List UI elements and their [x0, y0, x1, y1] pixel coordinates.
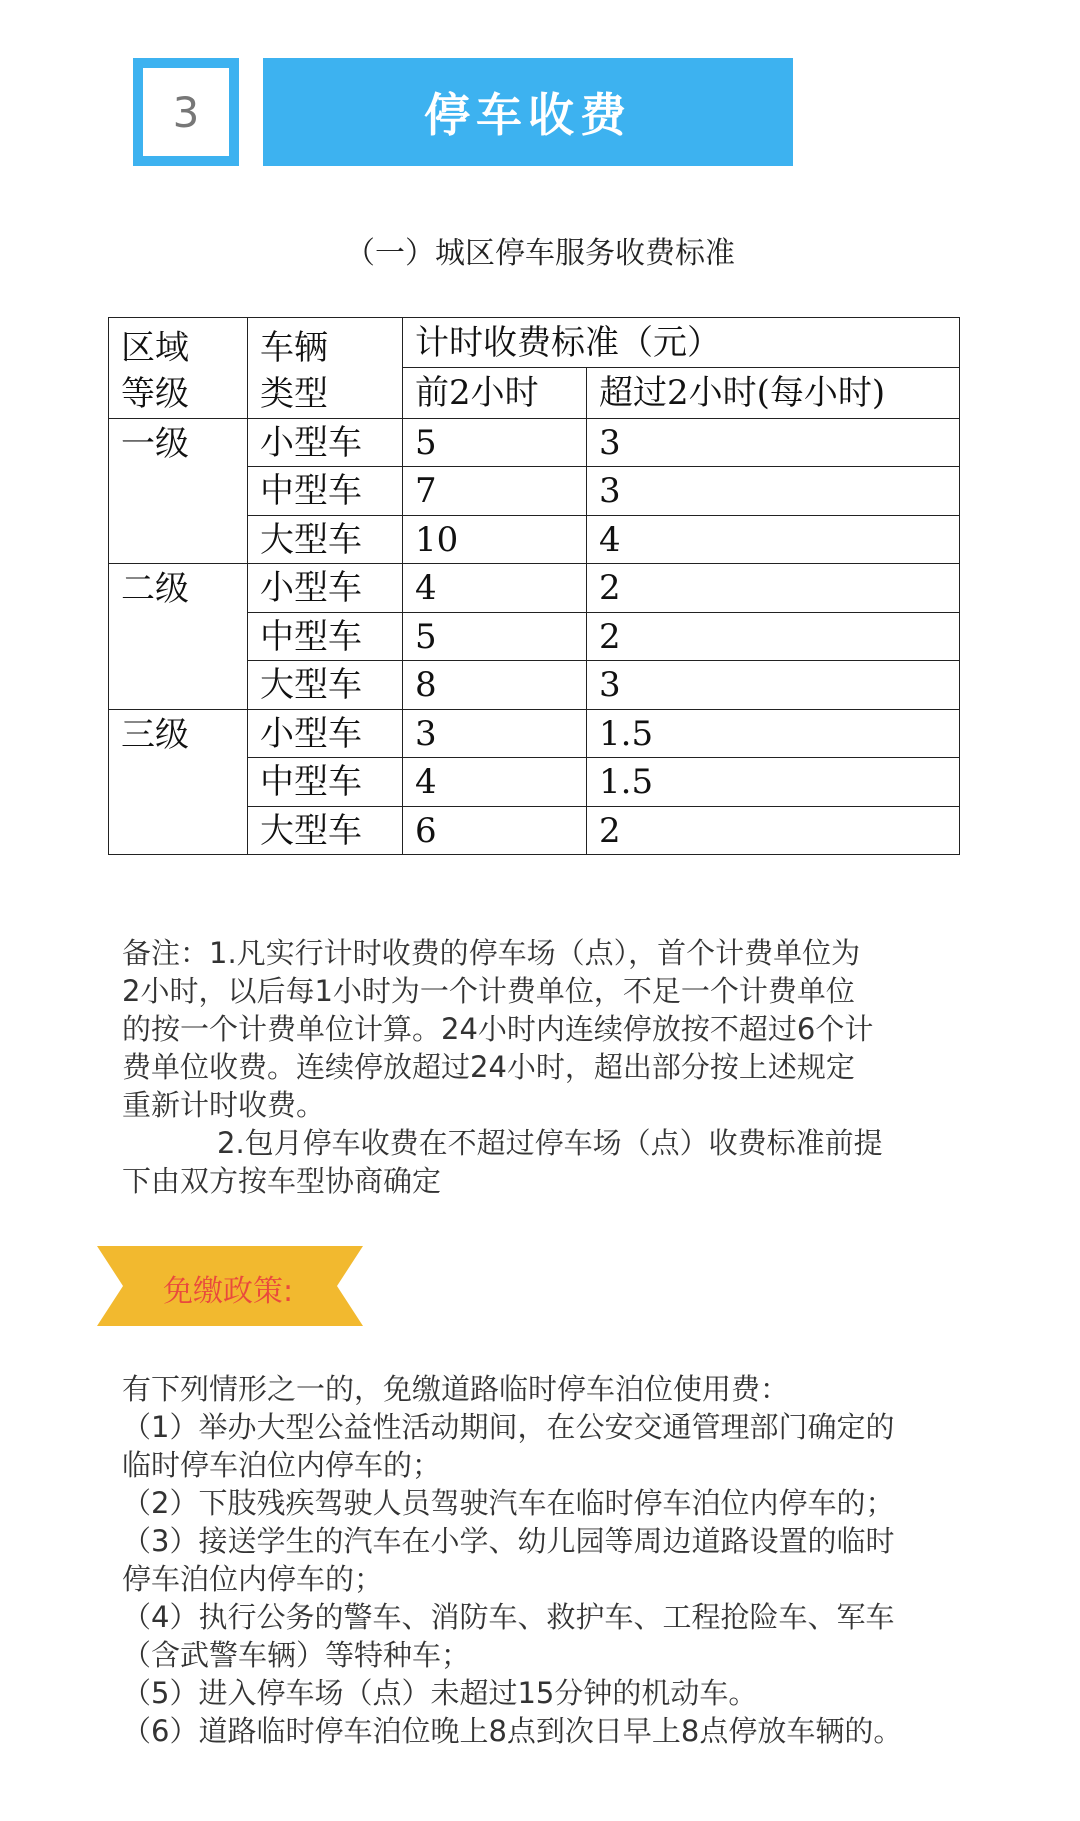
fee-table: [108, 317, 960, 855]
grade-cell: 二级: [109, 564, 248, 710]
vehicle-type-cell: 中型车: [248, 612, 403, 661]
first-2h-cell: 10: [403, 515, 587, 564]
over-2h-cell: 2: [587, 564, 960, 613]
policy-line: （6）道路临时停车泊位晚上8点到次日早上8点停放车辆的。: [122, 1714, 903, 1748]
policy-line: 停车泊位内停车的；: [122, 1562, 384, 1596]
header-vehicle-type: [248, 318, 403, 419]
notes-line: 费单位收费。连续停放超过24小时，超出部分按上述规定: [122, 1050, 855, 1084]
first-2h-cell: 5: [403, 418, 587, 467]
exemption-ribbon: [97, 1246, 363, 1326]
vehicle-type-cell: 小型车: [248, 418, 403, 467]
table-row: [109, 709, 960, 758]
over-2h-cell: 1.5: [587, 758, 960, 807]
notes-section: [122, 934, 982, 1200]
header-vehicle-type-line1: 车辆: [260, 328, 328, 368]
notes-item2-line: 下由双方按车型协商确定: [122, 1164, 442, 1198]
first-2h-cell: 4: [403, 758, 587, 807]
vehicle-type-cell: 中型车: [248, 467, 403, 516]
notes-line: 2小时，以后每1小时为一个计费单位，不足一个计费单位: [122, 974, 855, 1008]
policy-line: （1）举办大型公益性活动期间，在公安交通管理部门确定的: [122, 1410, 895, 1444]
policy-line: （2）下肢残疾驾驶人员驾驶汽车在临时停车泊位内停车的；: [122, 1486, 895, 1520]
first-2h-cell: 7: [403, 467, 587, 516]
over-2h-cell: 4: [587, 515, 960, 564]
ribbon-label: 免缴政策:: [163, 1274, 294, 1309]
exemption-policy: [122, 1370, 1002, 1750]
vehicle-type-cell: 大型车: [248, 515, 403, 564]
section-number: 3: [172, 87, 200, 137]
policy-line: （4）执行公务的警车、消防车、救护车、工程抢险车、军车: [122, 1600, 895, 1634]
header-first-2h: 前2小时: [403, 368, 587, 418]
vehicle-type-cell: 小型车: [248, 709, 403, 758]
notes-line: 备注：1.凡实行计时收费的停车场（点），首个计费单位为: [122, 936, 861, 970]
notes-line: 重新计时收费。: [122, 1088, 326, 1122]
vehicle-type-cell: 大型车: [248, 661, 403, 710]
over-2h-cell: 3: [587, 467, 960, 516]
policy-line: 临时停车泊位内停车的；: [122, 1448, 442, 1482]
first-2h-cell: 8: [403, 661, 587, 710]
section-title-bar: [263, 58, 793, 166]
header-area-grade: [109, 318, 248, 419]
header-area-grade-line2: 等级: [121, 373, 189, 414]
vehicle-type-cell: 中型车: [248, 758, 403, 807]
policy-line: 有下列情形之一的，免缴道路临时停车泊位使用费：: [122, 1372, 790, 1406]
grade-cell: 三级: [109, 709, 248, 855]
grade-cell: 一级: [109, 418, 248, 564]
over-2h-cell: 2: [587, 806, 960, 855]
over-2h-cell: 3: [587, 661, 960, 710]
section-number-box: [133, 58, 239, 166]
vehicle-type-cell: 大型车: [248, 806, 403, 855]
table-row: [109, 418, 960, 467]
over-2h-cell: 1.5: [587, 709, 960, 758]
vehicle-type-cell: 小型车: [248, 564, 403, 613]
policy-line: （3）接送学生的汽车在小学、幼儿园等周边道路设置的临时: [122, 1524, 895, 1558]
over-2h-cell: 3: [587, 418, 960, 467]
first-2h-cell: 6: [403, 806, 587, 855]
over-2h-cell: 2: [587, 612, 960, 661]
policy-line: （含武警车辆）等特种车；: [122, 1638, 471, 1672]
header-over-2h: 超过2小时(每小时): [587, 368, 960, 418]
notes-item2-line: 2.包月停车收费在不超过停车场（点）收费标准前提: [217, 1126, 883, 1160]
first-2h-cell: 5: [403, 612, 587, 661]
table-title: （一）城区停车服务收费标准: [345, 236, 735, 271]
table-row: [109, 564, 960, 613]
first-2h-cell: 3: [403, 709, 587, 758]
section-title: 停车收费: [424, 88, 632, 142]
header-timing: 计时收费标准（元）: [403, 318, 960, 368]
notes-line: 的按一个计费单位计算。24小时内连续停放按不超过6个计: [122, 1012, 874, 1046]
header-area-grade-line1: 区域: [121, 328, 189, 368]
header-vehicle-type-line2: 类型: [260, 373, 328, 414]
first-2h-cell: 4: [403, 564, 587, 613]
policy-line: （5）进入停车场（点）未超过15分钟的机动车。: [122, 1676, 758, 1710]
